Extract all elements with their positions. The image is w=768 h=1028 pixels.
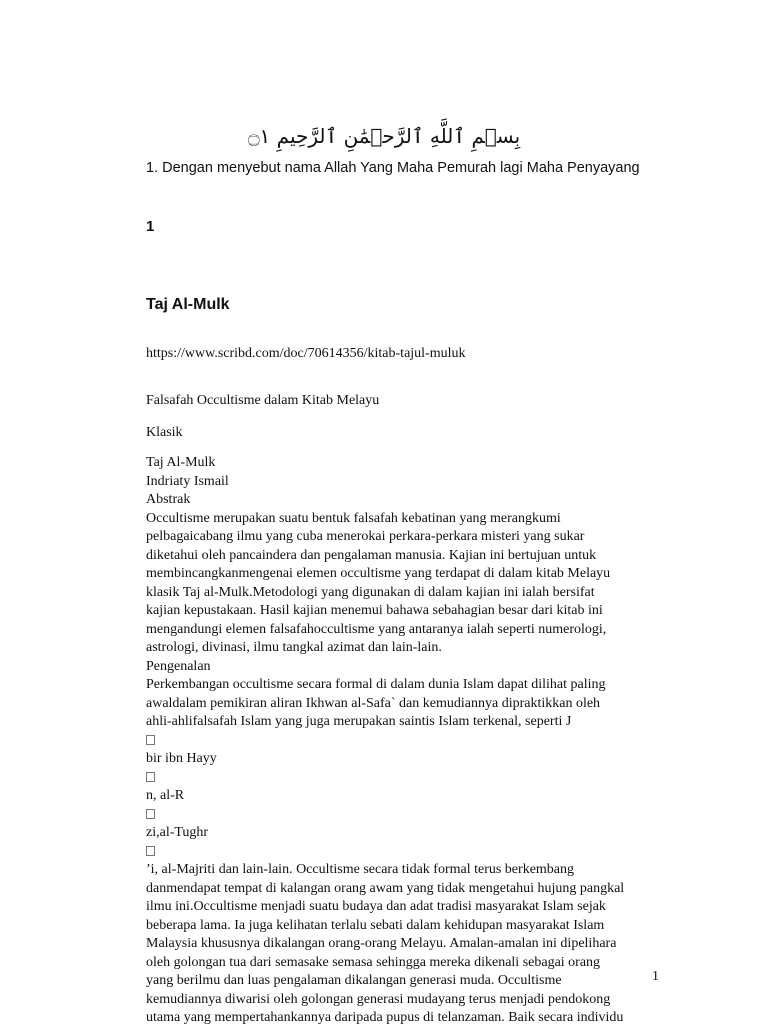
paper-subtitle-continued: Klasik bbox=[146, 425, 183, 440]
text-line: ilmu ini.Occultisme menjadi suatu budaya dan adat tradisi masyarakat Islam sejak bbox=[146, 899, 606, 914]
text-line: kemudiannya diwarisi oleh golongan generasi mudayang terus menjadi pendokong bbox=[146, 991, 611, 1007]
source-url[interactable]: https://www.scribd.com/doc/70614356/kitab-tajul-muluk bbox=[146, 346, 466, 361]
text-line: membincangkanmengenai elemen occultisme yang terdapat di dalam kitab Melayu bbox=[146, 566, 611, 581]
missing-glyph-icon bbox=[146, 809, 155, 819]
text-line: Occultisme merupakan suatu bentuk falsafah kebatinan yang merangkumi bbox=[146, 510, 561, 526]
page-number: 1 bbox=[652, 969, 659, 984]
text-line: Perkembangan occultisme secara formal di dalam dunia Islam dapat dilihat paling bbox=[146, 677, 606, 692]
text-line: diketahui oleh pancaindera dan pengalaman manusia. Kajian ini bertujuan untuk bbox=[146, 547, 597, 563]
missing-glyph-icon bbox=[146, 772, 155, 782]
text-line: mengandungi elemen falsafahoccultisme yang antaranya ialah seperti numerologi, bbox=[146, 621, 607, 637]
body-text bbox=[146, 454, 676, 1028]
missing-glyph-icon bbox=[146, 846, 155, 856]
missing-glyph-line bbox=[146, 843, 676, 862]
text-line: Abstrak bbox=[146, 492, 191, 507]
missing-glyph-line bbox=[146, 806, 676, 825]
text-line: utama yang mempertahankannya daripada pupus di telanzaman. Baik secara individu bbox=[146, 1010, 624, 1025]
text-line: Pengenalan bbox=[146, 658, 211, 674]
text-line: bir ibn Hayy bbox=[146, 751, 217, 766]
text-line: danmendapat tempat di kalangan orang awam yang tidak mengetahui hujung pangkal bbox=[146, 880, 625, 896]
text-line: astrologi, divinasi, ilmu tangkal azimat dan lain-lain. bbox=[146, 640, 442, 655]
paper-subtitle: Falsafah Occultisme dalam Kitab Melayu bbox=[146, 393, 380, 408]
document-title: Taj Al-Mulk bbox=[146, 296, 230, 313]
text-line: zi,al-Tughr bbox=[146, 825, 209, 840]
text-line: beberapa lama. Ia juga kelihatan terlalu sebati dalam kehidupan masyarakat Islam bbox=[146, 917, 605, 933]
text-line: Indriaty Ismail bbox=[146, 473, 229, 489]
basmalah-arabic: بِسۡمِ ٱللَّهِ ٱلرَّحۡمَٰنِ ٱلرَّحِيمِ ۝١ bbox=[247, 124, 521, 148]
text-line: yang berilmu dan luas pengalaman dikalangan generasi muda. Occultisme bbox=[146, 973, 562, 988]
text-line: oleh golongan tua dari semasake semasa sehingga mereka dikenali sebagai orang bbox=[146, 954, 601, 970]
text-line: Malaysia khususnya dikalangan orang-orang Melayu. Amalan-amalan ini dipelihara bbox=[146, 936, 617, 951]
missing-glyph-line bbox=[146, 732, 676, 751]
basmalah-translation: 1. Dengan menyebut nama Allah Yang Maha Pemurah lagi Maha Penyayang bbox=[146, 160, 640, 176]
text-line: kajian kepustakaan. Hasil kajian menemui bahawa sebahagian besar dari kitab ini bbox=[146, 603, 603, 618]
text-line: n, al-R bbox=[146, 788, 185, 803]
section-number: 1 bbox=[146, 218, 155, 235]
text-line: ’i, al-Majriti dan lain-lain. Occultisme secara tidak formal terus berkembang bbox=[146, 862, 575, 877]
text-line: klasik Taj al-Mulk.Metodologi yang digunakan di dalam kajian ini ialah bersifat bbox=[146, 584, 595, 600]
text-line: awaldalam pemikiran aliran Ikhwan al-Safa` dan kemudiannya dipraktikkan oleh bbox=[146, 695, 601, 711]
text-line: pelbagaicabang ilmu yang cuba menerokai perkara-perkara misteri yang sukar bbox=[146, 529, 585, 544]
text-line: ahli-ahlifalsafah Islam yang juga merupakan saintis Islam terkenal, seperti J bbox=[146, 714, 572, 729]
missing-glyph-icon bbox=[146, 735, 155, 745]
missing-glyph-line bbox=[146, 769, 676, 788]
text-line: Taj Al-Mulk bbox=[146, 455, 216, 470]
